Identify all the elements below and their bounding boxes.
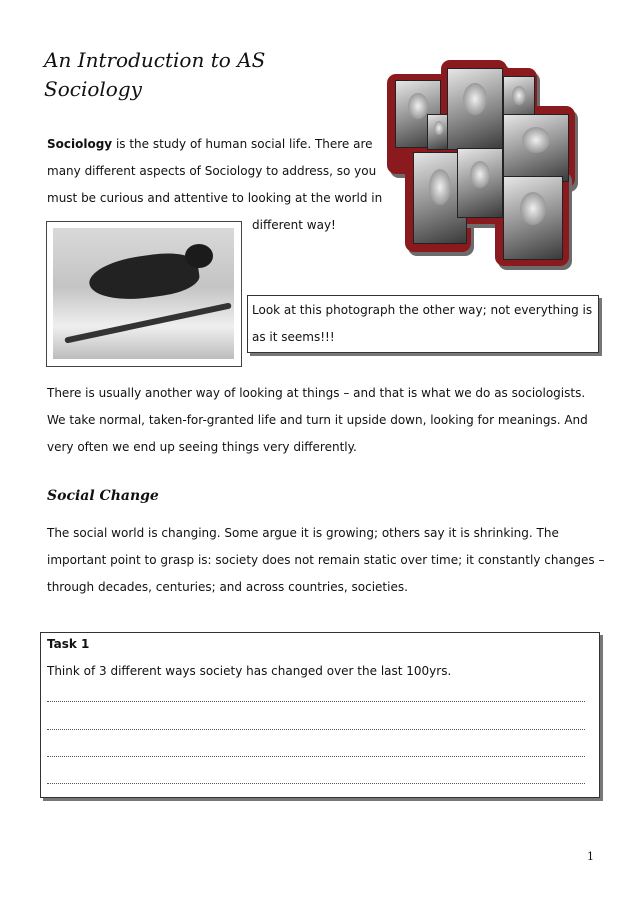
intro-tail: different way! — [252, 218, 336, 232]
portrait-photo — [457, 148, 503, 218]
intro-text: is the study of human social life. There are many different aspects of Sociology to address, so you must be curious and attentive to looking at the world in — [47, 137, 383, 205]
section-heading: Social Change — [47, 488, 159, 504]
answer-line[interactable] — [47, 783, 585, 784]
social-change-paragraph: The social world is changing. Some argue it is growing; others say it is shrinking. The important point to grasp is: society does not remain static over time; it constantly changes – through decades, centuries; and across countries, societies. — [47, 526, 605, 594]
portrait-photo — [503, 114, 569, 182]
sociologist-collage-image — [385, 58, 585, 270]
portrait-photo — [503, 176, 563, 260]
task-question: Think of 3 different ways society has changed over the last 100yrs. — [47, 664, 452, 678]
photo-caption-box — [247, 295, 599, 353]
intro-bold-term: Sociology — [47, 137, 113, 151]
sociologists-paragraph: There is usually another way of looking at things – and that is what we do as sociologists. We take normal, taken-for-granted life and turn it upside down, looking for meanings. And very often we end up seeing things very differently. — [47, 386, 588, 454]
portrait-photo — [447, 68, 503, 150]
answer-line[interactable] — [47, 729, 585, 730]
photo-caption: Look at this photograph the other way; not everything is as it seems!!! — [252, 303, 593, 344]
page-title: An Introduction to AS Sociology — [44, 48, 266, 101]
task-box — [40, 632, 600, 798]
crow-photograph — [53, 228, 234, 359]
page-number: 1 — [587, 850, 594, 863]
answer-line[interactable] — [47, 756, 585, 757]
answer-line[interactable] — [47, 701, 585, 702]
task-title: Task 1 — [47, 637, 90, 651]
photograph-frame — [46, 221, 242, 367]
